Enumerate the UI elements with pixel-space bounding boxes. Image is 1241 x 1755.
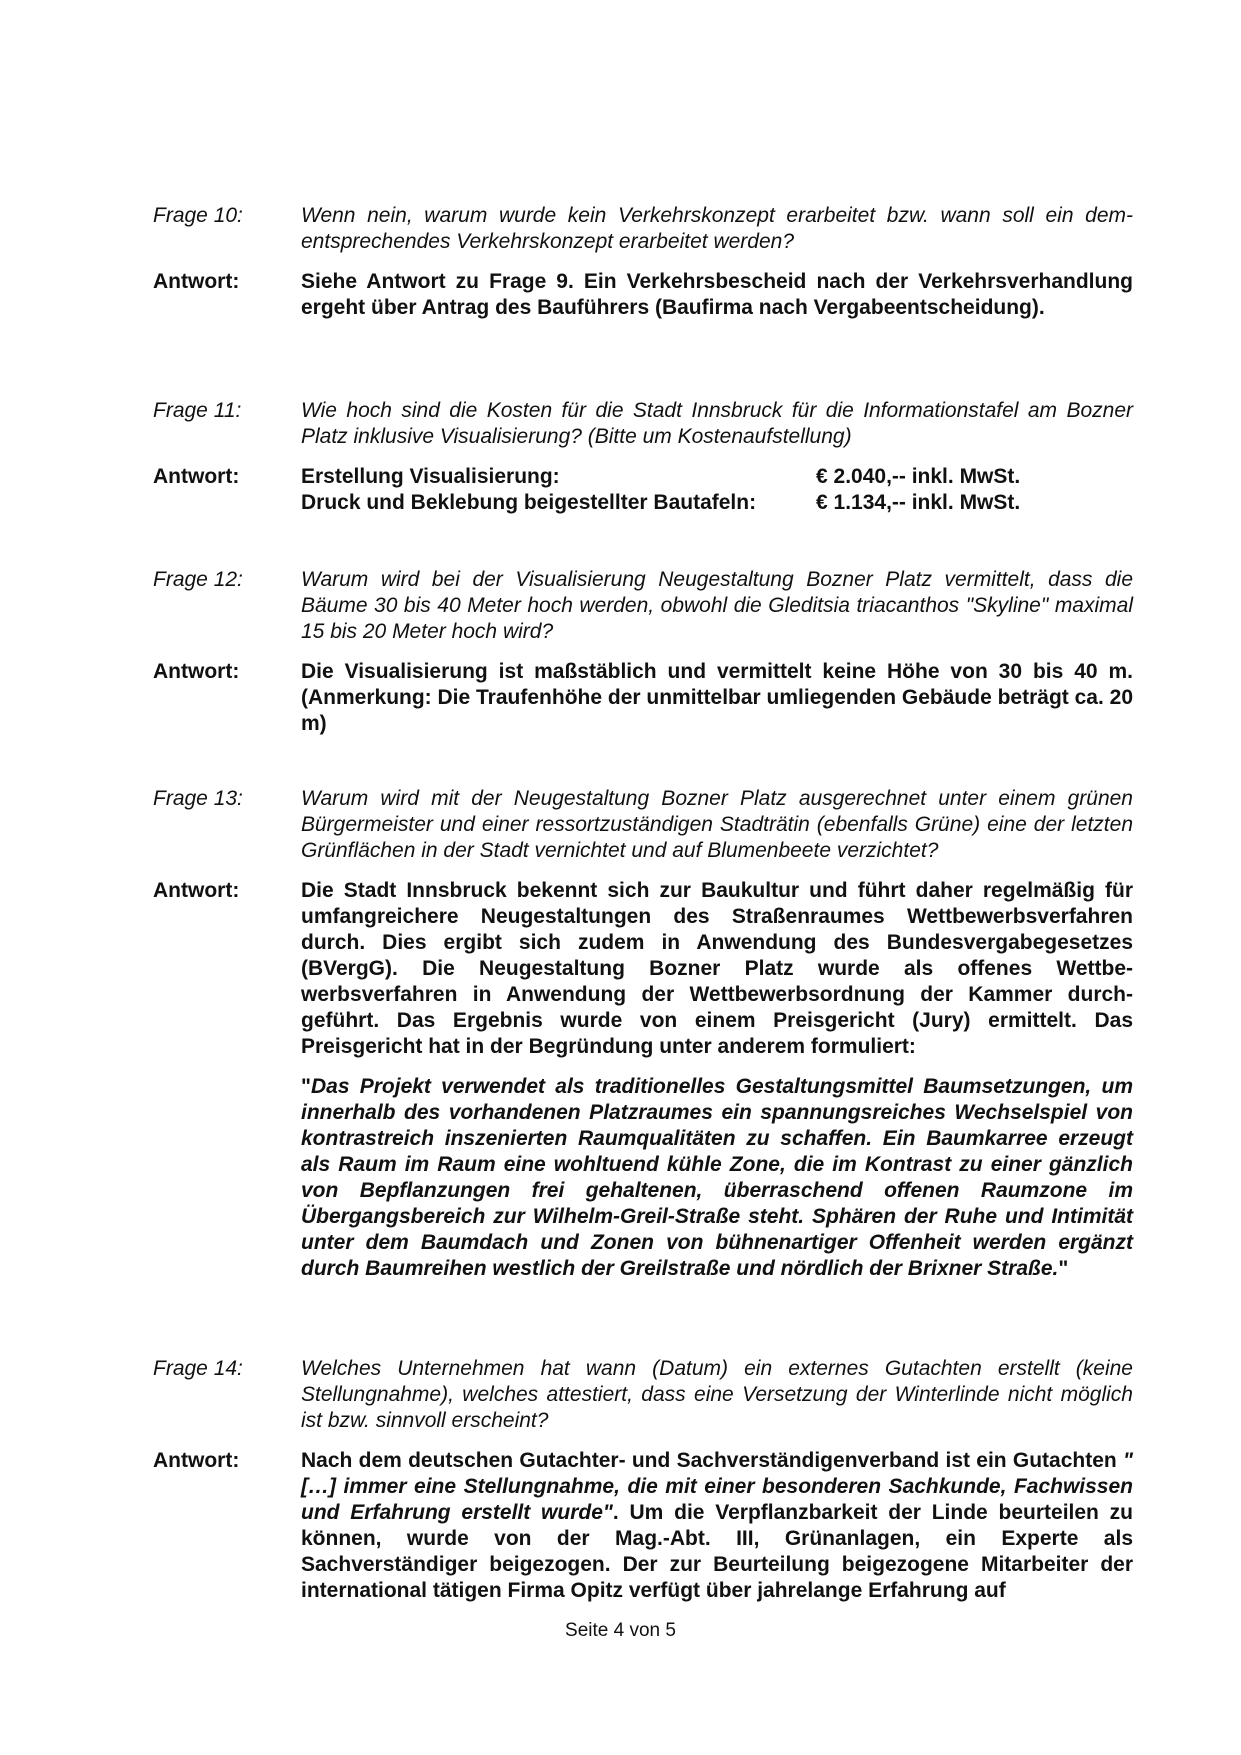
frage-label: Frage 13:: [153, 787, 243, 810]
qa-block-10: [153, 203, 1133, 321]
antwort-text: Siehe Antwort zu Frage 9. Ein Verkehrsbescheid nach der Verkehrsverhandlung ergeht über Antrag des Bauführers (Baufirma nach Vergabeentscheidung).: [301, 270, 1133, 319]
frage-label: Frage 11:: [153, 399, 242, 422]
frage-label: Frage 10:: [153, 204, 243, 227]
antwort-text: [301, 1448, 1133, 1604]
antwort-label: Antwort:: [153, 1449, 240, 1472]
quote-text: Das Projekt verwendet als traditionelles Gestaltungsmittel Baumsetzungen, um innerhalb des vorhandenen Platzraumes ein spannungsreiches Wechselspiel von kontrastreich inszenierten Raumqualitäten zu schaffen. Ein Baumkarree erzeugt als Raum im Raum eine wohltuend kühle Zone, die im Kontrast zu einer gänzlich von Bepflanzungen frei gehaltenen, überraschend offenen Raumzone im Übergangsbereich zur Wilhelm-Greil-Straße steht. Sphären der Ruhe und Intimität unter dem Baumdach und Zonen von bühnenartiger Offenheit werden ergänzt durch Baumreihen westlich der Greilstraße und nördlich der Brixner Straße.: [301, 1075, 1133, 1280]
antwort-text: Die Stadt Innsbruck bekennt sich zur Baukultur und führt daher regelmäßig für umfangreichere Neugestaltungen des Straßenraumes Wettbewerbsverfahren durch. Dies ergibt sich zudem in Anwendung des Bundesvergabegesetzes (BVergG). Die Neugestaltung Bozner Platz wurde als offenes Wettbewerbsverfahren in Anwendung der Wettbewerbsordnung der Kammer durchgeführt. Das Ergebnis wurde von einem Preisgericht (Jury) ermittelt. Das Preisgericht hat in der Begründung unter anderem formuliert:: [301, 879, 1133, 1058]
frage-text: Wenn nein, warum wurde kein Verkehrskonzept erarbeitet bzw. wann soll ein dementsprechendes Verkehrskonzept erarbeitet werden?: [301, 204, 1133, 253]
frage-label: Frage 14:: [153, 1357, 243, 1380]
antwort-label: Antwort:: [153, 465, 240, 488]
quote-close: ": [1058, 1257, 1069, 1280]
cost-item: Erstellung Visualisierung:: [301, 465, 560, 488]
qa-block-12: [153, 567, 1133, 737]
page-number: Seite 4 von 5: [565, 1620, 676, 1641]
frage-text: Welches Unternehmen hat wann (Datum) ein externes Gutachten erstellt (keine Stellungnahme), welches attestiert, dass eine Versetzung der Winterlinde nicht möglich ist bzw. sinnvoll erscheint?: [301, 1357, 1133, 1432]
qa-block-13: [153, 786, 1133, 1282]
cost-item: Druck und Beklebung beigestellter Bautafeln:: [301, 491, 757, 514]
antwort-label: Antwort:: [153, 660, 240, 683]
cost-amount: € 2.040,-- inkl. MwSt.: [816, 465, 1021, 488]
frage-text: Warum wird bei der Visualisierung Neugestaltung Bozner Platz vermittelt, dass die Bäume 30 bis 40 Meter hoch werden, obwohl die Gleditsia triacanthos "Skyline" maximal 15 bis 20 Meter hoch wird?: [301, 568, 1133, 643]
antwort-label: Antwort:: [153, 879, 240, 902]
antwort-quote: "[…] immer eine Stellungnahme, die mit einer besonderen Sachkunde, Fachwissen und Erfahrung erstellt wurde": [301, 1449, 1133, 1524]
frage-label: Frage 12:: [153, 568, 243, 591]
antwort-pre: Nach dem deutschen Gutachter- und Sachverständigenverband ist ein Gutachten: [301, 1449, 1124, 1472]
cost-amount: € 1.134,-- inkl. MwSt.: [816, 491, 1021, 514]
qa-block-14: [153, 1356, 1133, 1604]
antwort-post: . Um die Verpflanzbarkeit der Linde beurteilen zu können, wurde von der Mag.-Abt. III, Grünanlagen, ein Experte als Sachverständiger beigezogen. Der zur Beurteilung beigezogene Mitarbeiter der international tätigen Firma Opitz verfügt über jahrelange Erfahrung auf: [301, 1501, 1133, 1602]
cost-table: [301, 464, 1133, 516]
jury-quote: [301, 1074, 1133, 1282]
frage-text: Warum wird mit der Neugestaltung Bozner Platz ausgerechnet unter einem grünen Bürgermeister und einer ressortzuständigen Stadträtin (ebenfalls Grüne) eine der letzten Grünflächen in der Stadt vernichtet und auf Blumenbeete verzichtet?: [301, 787, 1133, 862]
quote-open: ": [301, 1075, 311, 1098]
frage-text: Wie hoch sind die Kosten für die Stadt Innsbruck für die Informationstafel am Bozner Platz inklusive Visualisierung? (Bitte um Kostenaufstellung): [301, 399, 1133, 448]
qa-block-11: [153, 398, 1133, 516]
antwort-text: Die Visualisierung ist maßstäblich und vermittelt keine Höhe von 30 bis 40 m. (Anmerkung: Die Traufenhöhe der unmittelbar umliegenden Gebäude beträgt ca. 20 m): [301, 660, 1133, 735]
antwort-label: Antwort:: [153, 270, 240, 293]
